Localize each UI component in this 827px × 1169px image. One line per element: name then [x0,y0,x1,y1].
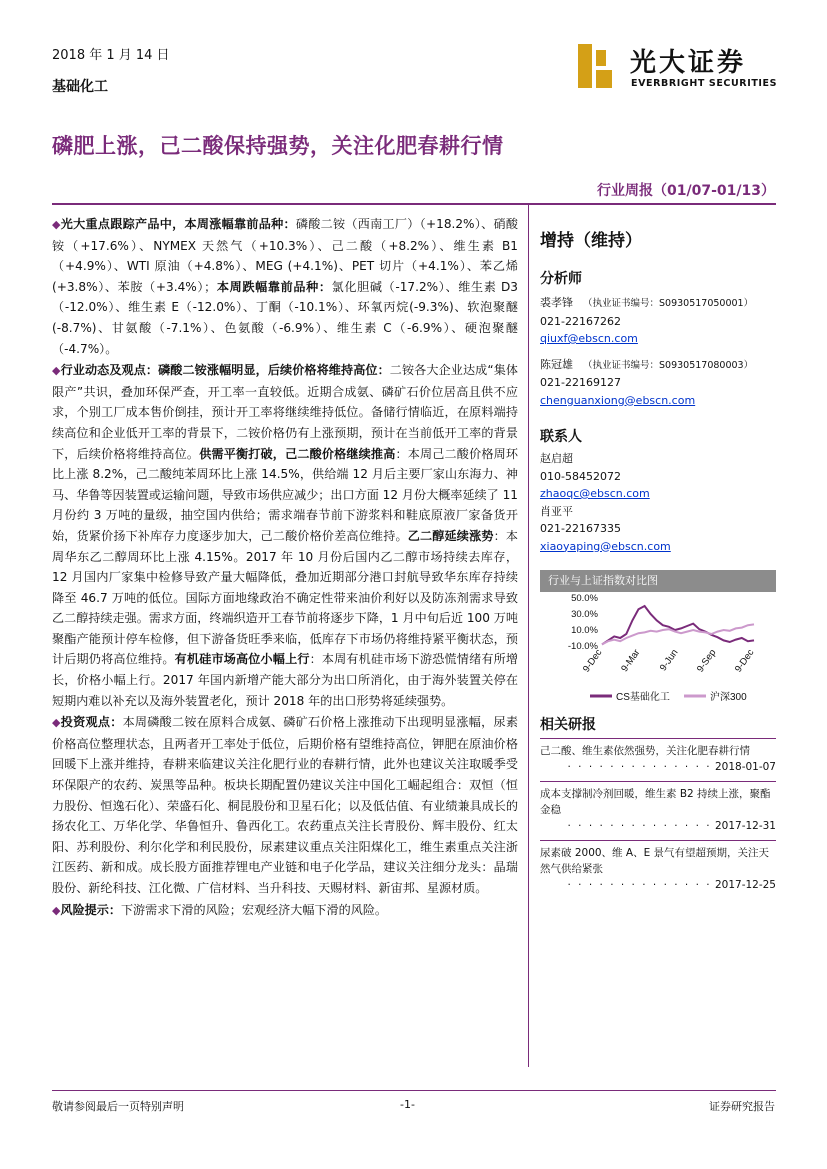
lead-risk: 风险提示： [60,902,121,917]
contact-card [540,450,776,555]
footer-report-label: 证券研究报告 [709,1100,775,1113]
footer-disclaimer: 敬请参阅最后一页特别声明 [52,1100,184,1113]
analyst-phone: 021-22167262 [540,314,621,328]
contact-email-link[interactable]: zhaoqc@ebscn.com [540,487,650,500]
text-risk: 下游需求下滑的风险；宏观经济大幅下滑的风险。 [120,902,388,917]
related-report-title: 成本支撑制冷剂回暖，维生素 B2 持续上涨，聚酯金稳 [540,788,771,816]
contact-phone: 021-22167335 [540,522,621,535]
analyst-email-link[interactable]: qiuxf@ebscn.com [540,332,638,345]
contact-email-link[interactable]: xiaoyaping@ebscn.com [540,539,671,553]
report-type: 行业周报（01/07-01/13） [597,183,775,199]
leader-dots: · · · · · · · · · · · · · · [567,820,712,832]
analyst-card [540,294,776,348]
contact-name: 肖亚平 [540,504,573,518]
legend-label: CS基础化工 [616,692,670,703]
contact-phone: 010-58452072 [540,469,621,483]
related-report-date: 2017-12-31 [714,820,776,832]
x-tick-label: 9-Mar [619,647,643,675]
y-tick-label: -10.0% [567,641,598,652]
x-tick-label: 9-Sep [694,647,719,675]
sector-label: 基础化工 [52,79,108,95]
related-report-date: 2017-12-25 [714,879,776,891]
text-dap: 二铵各大企业达成“集体限产”共识，叠加环保严查，开工率一直较低。近期合成氨、磷矿石价位居高且供不应求，个别工厂成本售价倒挂，预计开工率将继续维持低位。备储行情临近，在原料端持续高位和企业低开工率的背景下，二铵价格仍有上涨预期，预计在当前低开工率的背景下，后续价格将维持高位。 [52,363,518,461]
lead-meg: 乙二醇延续涨势 [407,528,494,543]
related-report-item[interactable] [540,738,776,775]
text-adipic: ：本周己二酸价格周环比上涨 8.2%，己二酸纯苯周环比上涨 14.5%，供给端 12 月后主要厂家山东海力、神马、华鲁等因装置或运输问题，导致市场供应减少；出口方面 12 月份大概率延续了 11 月份约 3 万吨的量级，抽空国内供给；需求端春节前下游浆料和鞋底原液厂家备货开始，货紧价扬下补库存力度逐步加大，己二酸价格价差高位维持。 [52,446,518,543]
y-tick-label: 10.0% [571,625,598,636]
analyst-email-link[interactable]: chenguanxiong@ebscn.com [540,393,696,407]
leader-dots: · · · · · · · · · · · · · · [567,879,712,891]
lead-silicone: 有机硅市场高位小幅上行 [174,652,310,667]
y-tick-label: 30.0% [571,609,598,620]
related-heading: 相关研报 [540,717,596,733]
related-list [540,738,776,899]
analyst-name: 陈冠雄 [540,357,573,371]
text-investment: 本周磷酸二铵在原料合成氨、磷矿石价格上涨推动下出现明显涨幅，尿素价格高位整理状态，且两者开工率处于低位，后期价格有望维持高位，钾肥在原油价格回暖下上涨并维持，春耕来临建议关注化肥行业的春耕行情，此外也建议关注取暖季受环保限产的农药、炭黑等品种。板块长期配置仍建议关注中国化工崛起组合：双恒（恒力股份、恒逸石化）、荣盛石化、桐昆股份和卫星石化；以及低估值、有业绩兼具成长的扬农化工、万华化学、华鲁恒升、鲁西化工。农药重点关注长青股份、辉丰股份、红太阳、苏利股份、利尔化学和利民股份，尿素建议重点关注阳煤化工，维生素重点关注浙江医药、新和成。成长股方面推荐锂电产业链和电子化学品，建议关注细分龙头：晶瑞股份、新纶科技、江化微、广信材料、当升科技、天赐材料、新宙邦、星源材质。 [52,715,518,895]
analyst-card [540,356,776,410]
chart-title: 行业与上证指数对比图 [540,570,776,592]
related-report-item[interactable] [540,781,776,834]
contact-name: 赵启超 [540,452,573,465]
text-gainers: 磷酸二铵（西南工厂）（+18.2%）、硝酸铵（+17.6%）、NYMEX 天然气（+10.3%）、己二酸（+8.2%）、维生素 B1（+4.9%）、WTI 原油（+4.8%）、MEG (+4.1%)、PET 切片（+4.1%）、苯乙烯(+3.8%）、苯胺（+3.4%）； [52,217,518,294]
text-silicone: ：本周有机硅市场下游恐慌情绪有所增长，价格小幅上行。2017 年国内新增产能大部分为出口所消化，由于海外装置关停在短期内难以补充以及海外装置老化，预计 2018 年的出口形势将延续强势。 [52,652,518,708]
rating: 增持（维持） [540,231,642,251]
analyst-name: 裘孝锋 [540,296,573,309]
logo-chinese-text: 光大证券 [630,48,747,78]
text-losers: 氯化胆碱（-17.2%）、维生素 D3（-12.0%）、维生素 E（-12.0%）、丁酮（-10.1%）、环氧丙烷(-9.3%)、软泡聚醚(-8.7%)、甘氨酸（-7.1%）、色氨酸（-6.9%）、维生素 C（-6.9%）、硬泡聚醚（-4.7%）。 [52,279,518,356]
x-tick-label: 9-Dec [580,647,605,675]
bullet-diamond-icon: ◆ [52,716,61,730]
related-report-title: 己二酸、维生素依然强势，关注化肥春耕行情 [540,745,750,757]
y-tick-label: 50.0% [571,593,598,604]
report-date: 2018 年 1 月 14 日 [52,48,170,63]
bullet-diamond-icon: ◆ [52,364,61,378]
page-number: -1- [400,1098,415,1111]
x-tick-label: 9-Dec [732,647,757,675]
analyst-license: （执业证书编号：S0930517080003） [583,359,754,371]
analyst-phone: 021-22169127 [540,376,621,389]
company-logo [578,42,778,94]
analyst-section [540,268,776,409]
paragraph-key-products [52,214,518,359]
contact-section [540,426,776,555]
text-meg: ：本周华东乙二醇周环比上涨 4.15%。2017 年 10 月份后国内乙二醇市场持续去库存，12 月国内厂家集中检修导致产量大幅降低，叠加近期部分港口封航导致华东库存持续降至 46.7 万吨的低位。国际方面地缘政治不确定性带来油价利好以及防冻剂需求导致乙二醇持续走强。需求方面，终端织造开工春节前将逐步下降，1 月中旬后近 100 万吨聚酯产能预计停车检修，但下游备货旺季来临，低库存下市场仍将维持紧平衡状态，预计后期仍将高位维持。 [52,528,518,667]
lead-investment: 投资观点： [60,715,123,730]
lead-losers: 本周跌幅靠前品种： [216,279,332,294]
chart-svg [540,592,776,708]
related-report-item[interactable] [540,840,776,893]
header-divider [52,203,776,205]
paragraph-investment-view [52,712,518,898]
related-report-title: 尿素破 2000、维 A、E 景气有望超预期，关注天然气供给紧张 [540,847,770,875]
logo-mark-icon [578,44,614,88]
column-divider [528,205,529,1067]
bullet-diamond-icon: ◆ [52,218,61,231]
logo-english-text: EVERBRIGHT SECURITIES [631,78,778,89]
lead-gainers: 光大重点跟踪产品中，本周涨幅靠前品种： [60,217,296,231]
lead-dap: 行业动态及观点：磷酸二铵涨幅明显，后续价格将维持高位： [60,363,390,378]
analyst-license: （执业证书编号：S0930517050001） [583,298,754,309]
analyst-heading: 分析师 [540,271,582,287]
paragraph-risk [52,900,518,922]
contact-heading: 联系人 [540,429,582,445]
related-report-date: 2018-01-07 [714,761,776,773]
footer-divider [52,1090,776,1091]
report-title: 磷肥上涨，己二酸保持强势，关注化肥春耕行情 [52,134,504,158]
bullet-diamond-icon: ◆ [52,903,61,917]
x-tick-label: 9-Jun [657,647,681,674]
main-body [52,214,518,922]
comparison-chart [540,570,776,708]
lead-adipic: 供需平衡打破，己二酸价格继续推高 [199,446,396,461]
legend-label: 沪深300 [710,692,747,703]
leader-dots: · · · · · · · · · · · · · · [567,761,712,773]
paragraph-industry-views [52,360,518,711]
